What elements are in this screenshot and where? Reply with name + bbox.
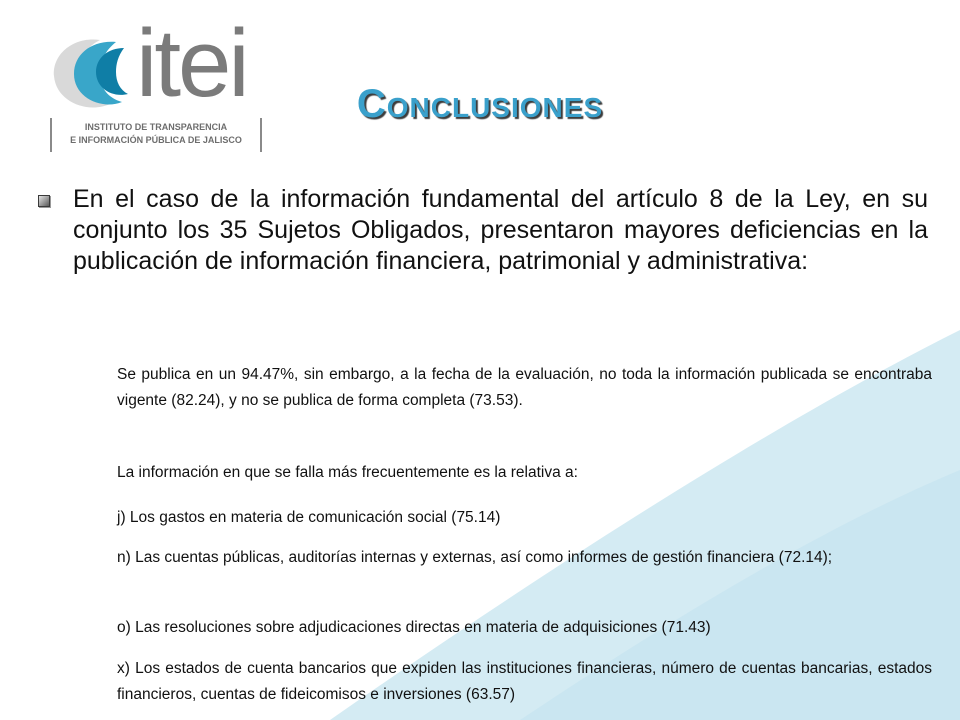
logo-wordmark: itei	[136, 10, 247, 117]
logo-subtitle-line1: INSTITUTO DE TRANSPARENCIA	[84, 122, 228, 132]
logo-subtitle-line2: E INFORMACIÓN PÚBLICA DE JALISCO	[70, 135, 242, 145]
sub-item-intro: La información en que se falla más frecuentemente es la relativa a:	[117, 464, 578, 481]
sub-item-n: n) Las cuentas públicas, auditorías internas y externas, así como informes de gestión financiera (72.14);	[117, 549, 833, 566]
square-bullet-icon	[38, 195, 50, 207]
main-bullet-text: En el caso de la información fundamental del artículo 8 de la Ley, en su conjunto los 35 Sujetos Obligados, presentaron mayores deficiencias en la publicación de información financiera, patrimonial y administrativa:	[73, 185, 928, 275]
sub-item-o: o) Las resoluciones sobre adjudicaciones directas en materia de adquisiciones (71.43)	[117, 619, 711, 636]
sub-item-j: j) Los gastos en materia de comunicación social (75.14)	[117, 509, 501, 526]
main-bullet	[38, 184, 928, 277]
sub-item-x: x) Los estados de cuenta bancarios que expiden las instituciones financieras, número de cuentas bancarias, estados financieros, cuentas de fideicomisos e inversiones (63.57)	[117, 660, 932, 703]
slide-title: Conclusiones	[356, 82, 604, 126]
sub-item-summary: Se publica en un 94.47%, sin embargo, a la fecha de la evaluación, no toda la información publicada se encontraba vigente (82.24), y no se publica de forma completa (73.53).	[117, 366, 932, 409]
